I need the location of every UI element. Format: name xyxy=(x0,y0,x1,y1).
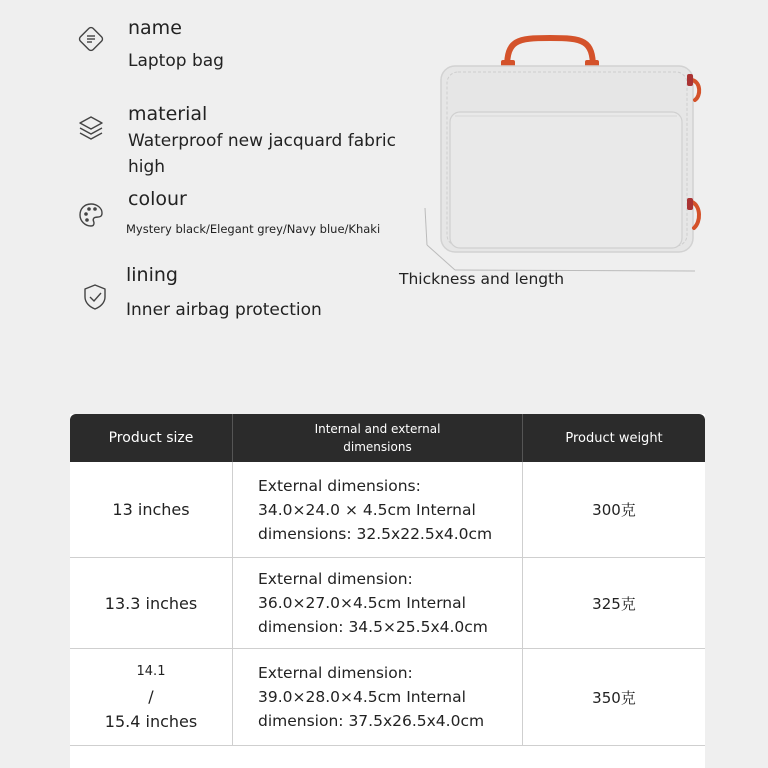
spec-label: lining xyxy=(126,264,178,286)
dims-line: External dimension: xyxy=(258,664,413,682)
spec-value: Waterproof new jacquard fabric xyxy=(128,131,396,151)
size-separator: / xyxy=(148,686,154,706)
dims-line: 36.0×27.0×4.5cm Internal xyxy=(258,594,466,612)
spec-label: colour xyxy=(128,188,187,210)
weight-cell: 325克 xyxy=(592,594,636,613)
layers-icon xyxy=(76,113,106,143)
size-top: 14.1 xyxy=(136,663,166,679)
palette-icon xyxy=(76,200,106,230)
header-dimensions xyxy=(233,414,522,462)
dims-line: dimensions: 32.5x22.5x4.0cm xyxy=(258,524,493,543)
dims-cell xyxy=(258,558,528,648)
spec-label: name xyxy=(128,17,182,39)
table-row xyxy=(70,558,705,648)
size-bottom: 15.4 inches xyxy=(104,711,198,731)
table-header xyxy=(70,414,705,462)
header-dimensions-line1: Internal and external xyxy=(314,422,441,436)
dims-line: External dimension: xyxy=(258,570,413,588)
size-cell: 13.3 inches xyxy=(104,593,198,613)
dims-cell xyxy=(258,462,528,557)
header-product-weight: Product weight xyxy=(565,430,663,446)
header-dimensions-line2: dimensions xyxy=(343,440,412,454)
shield-check-icon xyxy=(80,282,110,312)
dims-line: 34.0×24.0 × 4.5cm Internal xyxy=(258,500,476,519)
spec-value: Inner airbag protection xyxy=(126,300,322,320)
note-icon xyxy=(76,24,106,54)
size-cell: 13 inches xyxy=(112,500,190,519)
weight-cell: 300克 xyxy=(592,501,636,519)
dims-line: External dimensions: xyxy=(258,476,421,495)
spec-value: Laptop bag xyxy=(128,51,224,71)
table-row xyxy=(70,462,705,557)
spec-label: material xyxy=(128,103,208,125)
size-table xyxy=(70,414,705,768)
dims-cell xyxy=(258,649,528,745)
bag-caption: Thickness and length xyxy=(399,270,565,288)
spec-value: Mystery black/Elegant grey/Navy blue/Khaki xyxy=(126,222,381,236)
table-row xyxy=(70,649,705,745)
dims-line: 39.0×28.0×4.5cm Internal xyxy=(258,688,466,706)
size-cell xyxy=(70,649,232,745)
dims-line: dimension: 34.5×25.5x4.0cm xyxy=(258,618,488,636)
laptop-bag-image xyxy=(395,30,705,300)
dims-line: dimension: 37.5x26.5x4.0cm xyxy=(258,712,485,730)
header-product-size: Product size xyxy=(108,430,194,446)
spec-value: high xyxy=(128,157,166,177)
weight-cell: 350克 xyxy=(592,688,636,707)
